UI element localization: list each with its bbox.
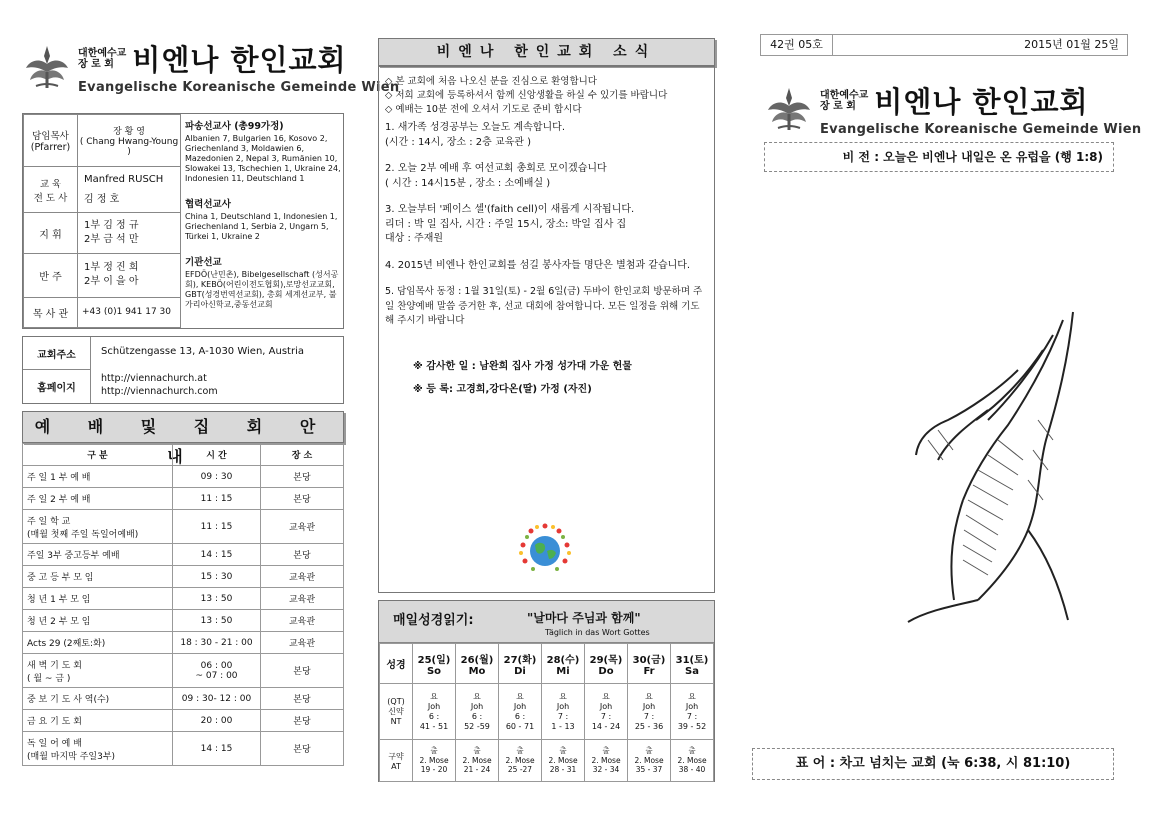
staff-box [22,113,344,329]
reading-at: 출 2. Mose 25 -27 [499,740,542,782]
reading-day-de: Sa [685,665,699,677]
schedule-name: 주 일 1 부 예 배 [23,466,173,488]
table-row [23,510,344,544]
reading-nt: 요 Joh 7 : 14 - 24 [585,684,628,740]
address-label: 교회주소 [23,337,91,370]
schedule-title: 예 배 및 집 회 안 내 [22,411,344,443]
issue-volume: 42권 05호 [761,35,833,55]
schedule-time: 13 : 50 [173,610,261,632]
schedule-name: 금 요 기 도 회 [23,710,173,732]
table-row [23,732,344,766]
staff-value: Manfred RUSCH 김 정 호 [78,167,181,213]
reading-day: 28(수) [546,654,580,666]
missionaries-text: Albanien 7, Bulgarien 16, Kosovo 2, Griechenland 3, Moldawien 6, Mazedonien 2, Nepal 3, Rumänien 10, Slowakei 13, Tschechien 1, Ukraine 24, Indonesien 11, Deutschland 1 [185,134,341,183]
news-item: 1. 새가족 성경공부는 오늘도 계속합니다. (시간 : 14시, 장소 : 2층 교육관 ) [385,122,565,148]
schedule-table [22,443,344,766]
table-row [23,588,344,610]
issue-bar [760,34,1128,56]
org-mission-text: EFDÖ(난민촌), Bibelgesellschaft (성서공회), KEBÖ(어린이전도협회),로망선교교회, GBT(성경번역선교회), 총회 세계선교부, 불가리아신학교,중동선교회 [185,270,339,309]
reading-nt: 요 Joh 6 : 60 - 71 [499,684,542,740]
schedule-header: 시 간 [173,444,261,466]
staff-role: 목 사 관 [24,297,78,327]
schedule-time: 14 : 15 [173,544,261,566]
reading-day-de: So [426,665,442,677]
reading-day: 25(일) [417,654,451,666]
schedule-place: 본당 [261,488,344,510]
reading-nt-label: (QT) 신약 NT [380,684,413,740]
schedule-time: 11 : 15 [173,488,261,510]
church-address: Schützengasse 13, A-1030 Wien, Austria [101,346,304,357]
schedule-name: 주 일 2 부 예 배 [23,488,173,510]
news-intro: ◇ 본 교회에 처음 나오신 분을 진심으로 환영합니다 [385,76,597,87]
news-item: 5. 담임목사 동정 : 1월 31일(토) - 2월 6일(금) 두바이 한인교회 방문하며 주일 찬양예배 말씀 증거한 후, 선교 대회에 참여합니다. 모든 일정을 위해 기도해 주시기 바랍니다 [385,286,703,326]
staff-value: 장 황 영 ( Chang Hwang-Young ) [78,115,181,167]
schedule-time: 11 : 15 [173,510,261,544]
praying-hands-icon [868,300,1088,630]
news-box [378,66,715,593]
church-logo-right [764,80,1141,137]
web-label: 홈페이지 [23,370,91,403]
reading-nt: 요 Joh 6 : 52 -59 [456,684,499,740]
schedule-place: 교육관 [261,610,344,632]
schedule-time: 06 : 00 ~ 07 : 00 [173,654,261,688]
schedule-time: 20 : 00 [173,710,261,732]
org-mission-title: 기관선교 [185,257,222,268]
reading-nt: 요 Joh 6 : 41 - 51 [413,684,456,740]
reading-day: 30(금) [632,654,666,666]
news-intro: ◇ 예배는 10분 전에 오셔서 기도로 준비 합시다 [385,104,582,115]
reading-nt: 요 Joh 7 : 1 - 13 [542,684,585,740]
web-link-at[interactable]: http://viennachurch.at [101,373,207,384]
news-thanks: ※ 감사한 일 : 남완희 집사 가정 성가대 가운 헌물 [413,360,632,372]
reading-title: 매일성경읽기: [393,613,474,628]
church-name-ko: 비엔나 한인교회 [874,85,1089,119]
issue-date: 2015년 01월 25일 [1024,38,1119,51]
news-title: 비엔나 한인교회 소식 [378,38,715,66]
church-logo [22,38,399,95]
staff-value: 1부 김 정 규 2부 금 석 만 [78,213,181,253]
table-row [23,544,344,566]
staff-role: 담임목사 (Pfarrer) [24,115,78,167]
church-name-de: Evangelische Koreanische Gemeinde Wien [78,80,400,95]
staff-value: +43 (0)1 941 17 30 [78,297,181,327]
schedule-name: 중 고 등 부 모 임 [23,566,173,588]
reading-at: 출 2. Mose 38 - 40 [671,740,714,782]
reading-at-label: 구약 AT [380,740,413,782]
schedule-time: 09 : 30 [173,466,261,488]
reading-table [379,643,714,782]
denomination-line2: 장 로 회 [78,58,114,70]
reading-day: 31(토) [675,654,709,666]
schedule-time: 15 : 30 [173,566,261,588]
reading-day: 29(목) [589,654,623,666]
schedule-name: 청 년 2 부 모 임 [23,610,173,632]
schedule-place: 본당 [261,544,344,566]
table-row [23,466,344,488]
staff-role: 반 주 [24,253,78,297]
reading-day: 27(화) [503,654,537,666]
missions-column [185,118,341,310]
schedule-name: 청 년 1 부 모 임 [23,588,173,610]
denomination-line2: 장 로 회 [820,100,856,112]
globe-people-icon [517,521,573,577]
news-register: ※ 등 록: 고경희,강다온(딸) 가정 (자진) [413,383,592,395]
vision-box: 비 전 : 오늘은 비엔나 내일은 온 유럽을 (행 1:8) [764,142,1114,172]
table-row [23,566,344,588]
table-row [23,654,344,688]
schedule-place: 본당 [261,466,344,488]
schedule-place: 교육관 [261,566,344,588]
reading-at: 출 2. Mose 19 - 20 [413,740,456,782]
schedule-name: 독 일 어 예 배 (매월 마지막 주일3부) [23,732,173,766]
reading-at: 출 2. Mose 35 - 37 [628,740,671,782]
contact-box [22,336,344,404]
news-item: 4. 2015년 비엔나 한인교회를 섬길 봉사자들 명단은 별첨과 같습니다. [385,259,691,271]
church-emblem-icon [764,84,814,134]
staff-table [23,114,181,328]
staff-role: 지 휘 [24,213,78,253]
reading-nt: 요 Joh 7 : 39 - 52 [671,684,714,740]
schedule-place: 교육관 [261,632,344,654]
schedule-name: 주 일 학 교 (매월 첫째 주일 독일어예배) [23,510,173,544]
reading-day-de: Mo [468,665,486,677]
table-row [23,488,344,510]
web-link-com[interactable]: http://viennachurch.com [101,386,218,397]
partner-text: China 1, Deutschland 1, Indonesien 1, Griechenland 1, Serbia 2, Ungarn 5, Türkei 1, Ukraine 2 [185,212,338,241]
partner-title: 협력선교사 [185,199,231,210]
reading-day-de: Do [598,665,614,677]
table-row [23,688,344,710]
reading-day-de: Fr [643,665,655,677]
news-item: 2. 오늘 2부 예배 후 여선교회 총회로 모이겠습니다 ( 시간 : 14시15분 , 장소 : 소예배실 ) [385,163,607,189]
schedule-place: 본당 [261,654,344,688]
schedule-place: 본당 [261,688,344,710]
reading-motto: "날마다 주님과 함께" [527,611,641,625]
church-name-ko: 비엔나 한인교회 [132,43,347,77]
schedule-place: 본당 [261,710,344,732]
church-emblem-icon [22,42,72,92]
schedule-time: 18 : 30 - 21 : 00 [173,632,261,654]
schedule-place: 교육관 [261,510,344,544]
reading-row-label: 성경 [380,644,413,684]
schedule-header: 장 소 [261,444,344,466]
schedule-name: Acts 29 (2째토:화) [23,632,173,654]
reading-at: 출 2. Mose 32 - 34 [585,740,628,782]
slogan-box: 표 어 : 차고 넘치는 교회 (눅 6:38, 시 81:10) [752,748,1114,780]
denomination-line1: 대한예수교 [820,89,869,101]
news-intro: ◇ 저희 교회에 등록하셔서 함께 신앙생활을 하실 수 있기를 바랍니다 [385,90,668,101]
table-row [23,632,344,654]
reading-motto-de: Täglich in das Wort Gottes [545,628,650,637]
reading-day-de: Mi [556,665,570,677]
schedule-place: 본당 [261,732,344,766]
table-row [23,710,344,732]
missionaries-title: 파송선교사 (총99가정) [185,121,284,132]
news-item: 3. 오늘부터 '페이스 셀'(faith cell)이 새롭게 시작됩니다. 리더 : 박 일 집사, 시간 : 주일 15시, 장소: 박일 집사 집 대상 : 주재원 [385,204,635,244]
reading-day: 26(월) [460,654,494,666]
schedule-time: 14 : 15 [173,732,261,766]
reading-box [378,600,715,782]
schedule-name: 새 벽 기 도 회 ( 월 ~ 금 ) [23,654,173,688]
staff-role: 교 육 전 도 사 [24,167,78,213]
reading-day-de: Di [514,665,526,677]
reading-at: 출 2. Mose 21 - 24 [456,740,499,782]
schedule-name: 중 보 기 도 사 역(수) [23,688,173,710]
schedule-name: 주일 3부 중고등부 예배 [23,544,173,566]
reading-nt: 요 Joh 7 : 25 - 36 [628,684,671,740]
denomination-line1: 대한예수교 [78,47,127,59]
schedule-time: 09 : 30- 12 : 00 [173,688,261,710]
table-row [23,610,344,632]
schedule-time: 13 : 50 [173,588,261,610]
schedule-header: 구 분 [23,444,173,466]
church-name-de: Evangelische Koreanische Gemeinde Wien [820,122,1142,137]
reading-at: 출 2. Mose 28 - 31 [542,740,585,782]
staff-value: 1부 정 진 희 2부 이 을 아 [78,253,181,297]
schedule-place: 교육관 [261,588,344,610]
